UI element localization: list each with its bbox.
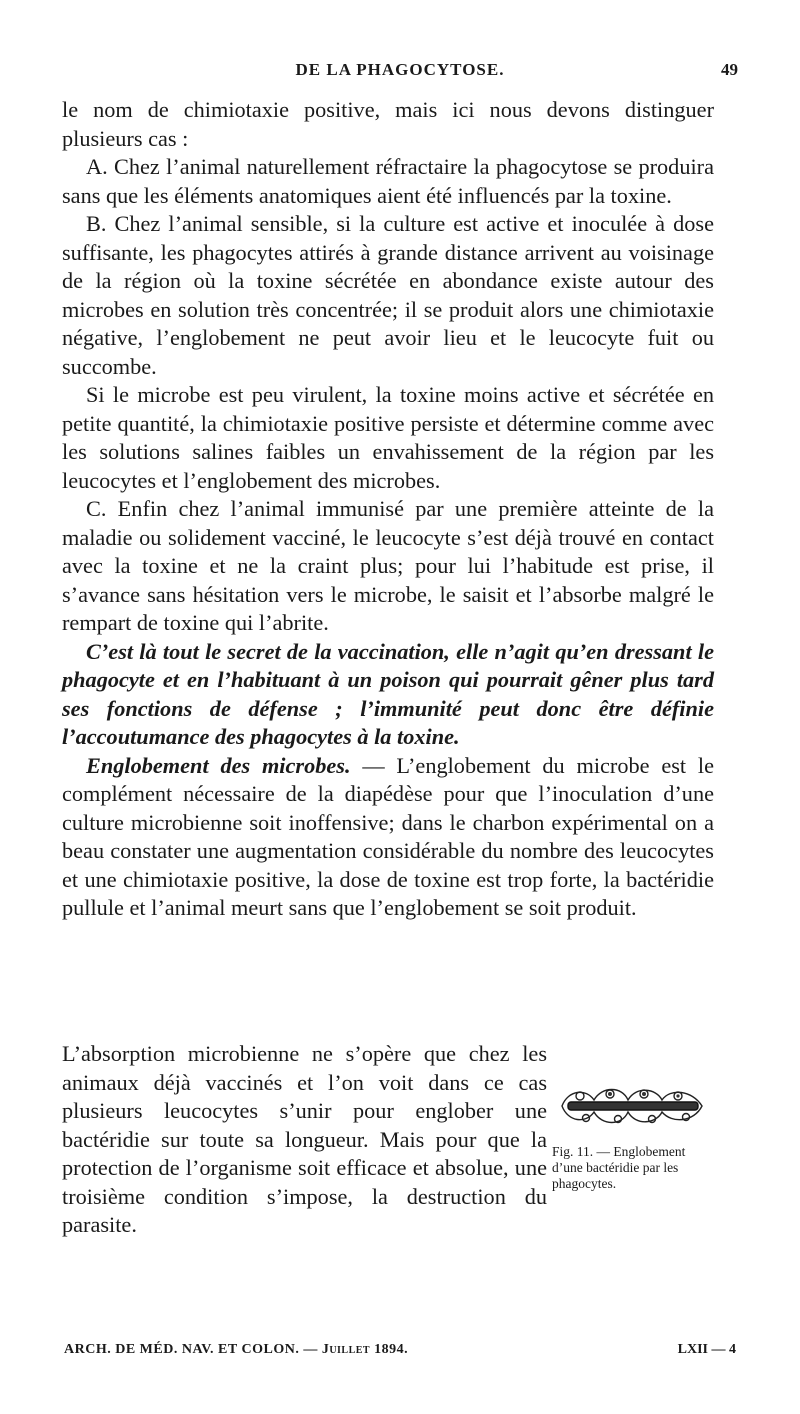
- paragraph-case-c: C. Enfin chez l’animal immunisé par une première atteinte de la maladie ou solidement vacciné, le leucocyte s’est déjà trouvé en contact avec la toxine et ne la craint plus; pour lui l’habitude est prise, il s’avance sans hésitation vers le microbe, le saisit et l’absorbe malgré le rempart de toxine qui l’abrite.: [62, 496, 714, 635]
- paragraph-1: le nom de chimiotaxie positive, mais ici nous devons distinguer plusieurs cas :: [62, 97, 714, 151]
- paragraph-low-virulence: Si le microbe est peu virulent, la toxine moins active et sécrétée en petite quantité, la chimiotaxie positive persiste et détermine comme avec les solutions salines faibles un envahissement de la région par les leucocytes et l’englobement des microbes.: [62, 382, 714, 493]
- page-header: [62, 60, 738, 90]
- paragraph-vaccination-italic: C’est là tout le secret de la vaccination, elle n’agit qu’en dressant le phagocyte et en l’habituant à un poison qui pourrait gêner plus tard ses fonctions de défense ; l’immunité peut donc être définie l’accoutumance des phagocytes à la toxine.: [62, 638, 714, 749]
- main-text: [62, 96, 714, 923]
- paragraph-case-b: B. Chez l’animal sensible, si la culture est active et inoculée à dose suffisante, les phagocytes attirés à grande distance arrivent au voisinage de la région où la toxine sécrétée en abondance existe autour des microbes en solution très concentrée; il se produit alors une chimiotaxie négative, l’englobement ne peut avoir lieu et le leucocyte fuit ou succombe.: [62, 211, 714, 379]
- journal-reference: ARCH. DE MÉD. NAV. ET COLON. — Juillet 1894.: [64, 1342, 409, 1357]
- paragraph-absorption: L’absorption microbienne ne s’opère que chez les animaux déjà vaccinés et l’on voit dans ce cas plusieurs leucocytes s’unir pour englober une bactéridie sur toute sa longueur. Mais pour que la protection de l’organisme soit efficace et absolue, une troisième condition s’impose, la destruction du parasite.: [62, 1041, 547, 1237]
- figure-11: [552, 1076, 712, 1192]
- section-heading-englobement: Englobement des microbes.: [86, 752, 351, 778]
- bacteridie-engulfment-illustration: [558, 1076, 708, 1136]
- signature-mark: LXII — 4: [677, 1342, 736, 1357]
- page-number: 49: [721, 60, 738, 79]
- paragraph-englobement: [62, 752, 714, 923]
- paragraph-englobement-text: — L’englobement du microbe est le complément nécessaire de la diapédèse pour que l’inoculation d’une culture microbienne soit inoffensive; dans le charbon expérimental on a beau constater une augmentation considérable du nombre des leucocytes et une chimiotaxie positive, la dose de toxine est trop forte, la bactéridie pullule et l’animal meurt sans que l’englobement se soit produit.: [62, 752, 714, 920]
- figure-caption: Fig. 11. — Englobement d’une bactéridie par les phagocytes.: [552, 1144, 686, 1191]
- wrapped-text: [62, 1040, 547, 1240]
- paragraph-case-a: A. Chez l’animal naturellement réfractaire la phagocytose se produira sans que les éléments anatomiques aient été influencés par la toxine.: [62, 154, 714, 208]
- page-footer: [62, 1342, 738, 1366]
- running-head: DE LA PHAGOCYTOSE.: [295, 60, 505, 79]
